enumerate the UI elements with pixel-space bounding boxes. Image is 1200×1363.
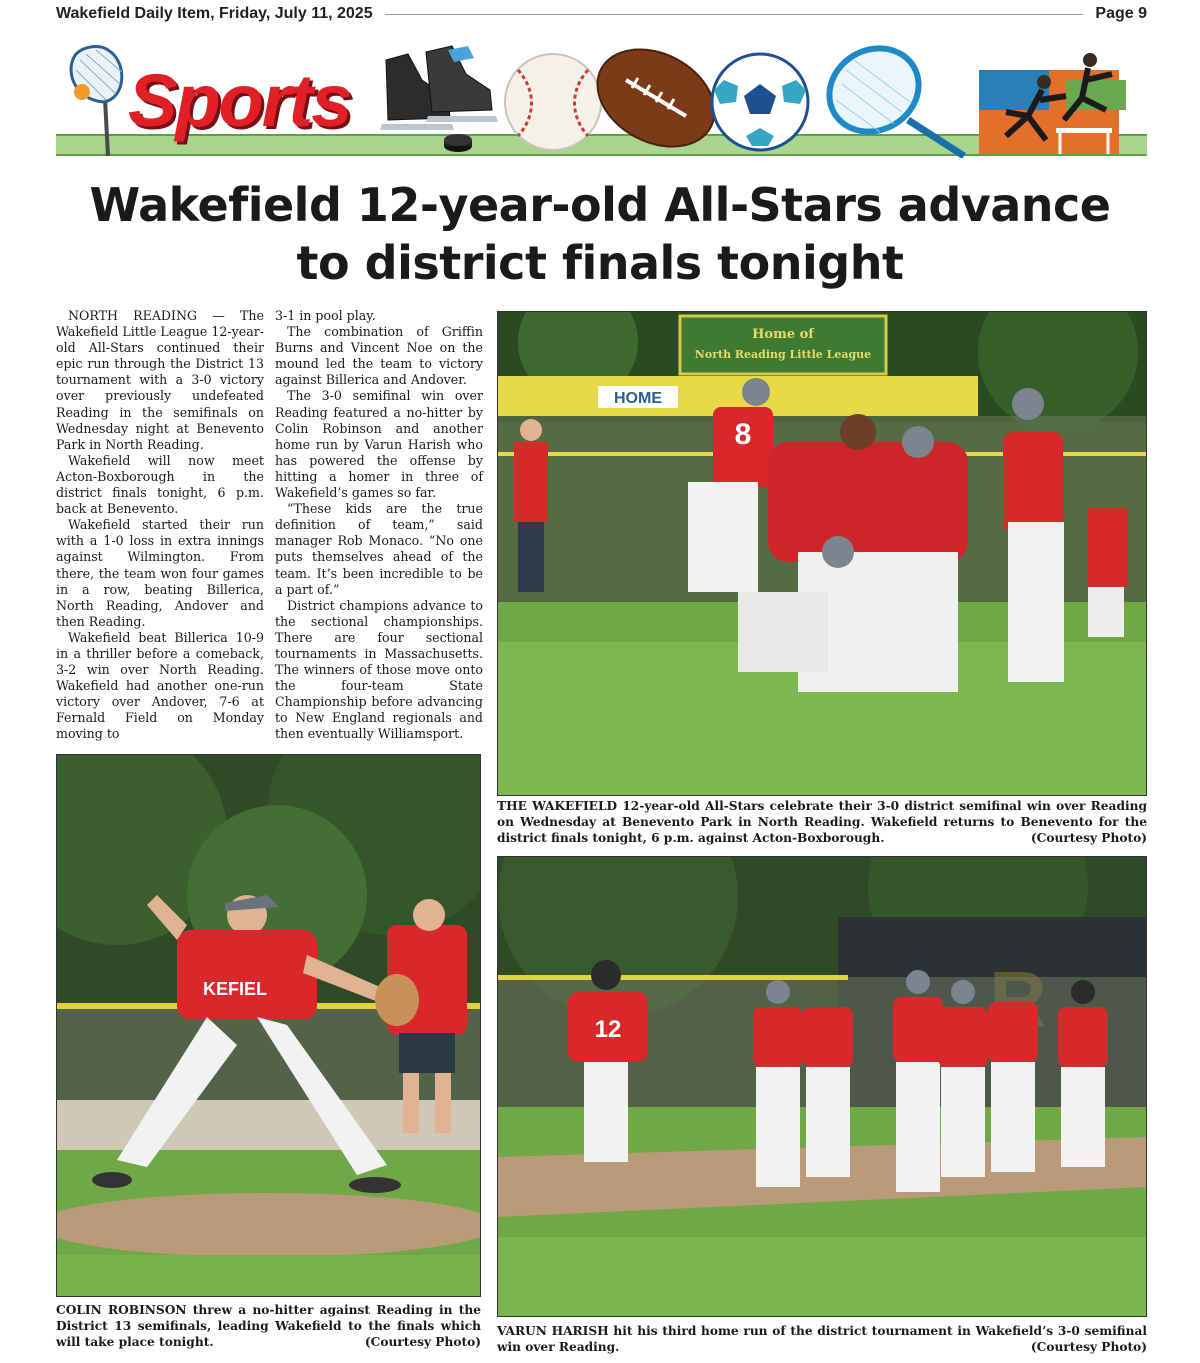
- photo-credit: (Courtesy Photo): [364, 1335, 481, 1349]
- caption-text: THE WAKEFIELD 12-year-old All-Stars celebrate their 3-0 district semifinal win over Reading on Wednesday at Benevento Park in North Reading. Wakefield returns to Benevento for the district finals tonight, 6 p.m. against Acton-Boxborough.: [497, 799, 1147, 845]
- lacrosse-stick-icon: [71, 47, 122, 156]
- folio-rule: [385, 14, 1084, 15]
- paragraph-continuation: 3-1 in pool play.: [275, 308, 376, 323]
- paragraph: The combination of Griffin Burns and Vincent Noe on the mound led the team to victory against Billerica and Andover.: [275, 324, 483, 388]
- paragraph: “These kids are the true definition of team,” said manager Rob Monaco. “No one puts themselves ahead of the team. It’s been incredible to be a part of.”: [275, 501, 483, 597]
- home-run-caption: [497, 1323, 1147, 1355]
- ice-skates-icon: [380, 46, 498, 130]
- paper-date: Wakefield Daily Item, Friday, July 11, 2025: [56, 5, 373, 22]
- sign-text-1: Home of: [752, 327, 814, 342]
- hockey-puck-icon: [444, 134, 472, 152]
- headline-line-1: Wakefield 12-year-old All-Stars advance: [89, 178, 1111, 232]
- headline-line-2: to district finals tonight: [296, 236, 904, 290]
- home-run-photo: [497, 856, 1147, 1317]
- folio-line: [56, 4, 1147, 24]
- pitcher-jersey-text: KEFIEL: [202, 979, 268, 999]
- jersey-number: 8: [734, 418, 752, 451]
- paragraph: Wakefield beat Billerica 10-9 in a thriller before a comeback, 3-2 win over North Reading. Wakefield had another one-run victory over Andover, 7-6 at Fernald Field on Monday moving to: [56, 629, 264, 742]
- section-title: Sports: [128, 59, 351, 142]
- tennis-racket-icon: [814, 40, 964, 156]
- pitcher-caption: [56, 1302, 481, 1350]
- track-hurdlers-icon: [979, 53, 1126, 154]
- soccer-ball-icon: [712, 54, 808, 150]
- celebration-photo: [497, 311, 1147, 796]
- photo-credit: (Courtesy Photo): [1030, 1340, 1147, 1354]
- caption-text: COLIN ROBINSON threw a no-hitter against Reading in the District 13 semifinals, leading Wakefield to the finals which will take place tonight.: [56, 1303, 481, 1349]
- celebration-caption: [497, 798, 1147, 846]
- photo-credit: (Courtesy Photo): [1030, 831, 1147, 845]
- paragraph: Wakefield will now meet Acton-Boxborough in the district finals tonight, 6 p.m. back at Benevento.: [56, 452, 264, 517]
- headline: [40, 176, 1160, 292]
- sports-banner: [56, 40, 1147, 158]
- paragraph: Wakefield started their run with a 1-0 loss in extra innings against Wilmington. From there, the team won four games in a row, beating Billerica, North Reading, Andover and then Reading.: [56, 517, 264, 629]
- article-column-1: [56, 308, 264, 743]
- football-icon: [581, 40, 732, 158]
- dugout-sign: HOME: [614, 390, 662, 407]
- runner-jersey: 12: [594, 1016, 622, 1043]
- baseball-icon: [505, 54, 601, 150]
- page-number: Page 9: [1095, 5, 1147, 22]
- paragraph: District champions advance to the sectional championships. There are four sectional tournaments in Massachusetts. The winners of those move onto the four-team State Championship before advancing to New England regionals and then eventually Williamsport.: [275, 597, 483, 742]
- pitcher-photo: [56, 754, 481, 1297]
- sign-text-2: North Reading Little League: [694, 348, 872, 361]
- paragraph: The 3-0 semifinal win over Reading featured a no-hitter by Colin Robinson and another home run by Varun Harish who has powered the offense by hitting a homer in three of Wakefield’s games so far.: [275, 388, 483, 501]
- caption-text: VARUN HARISH hit his third home run of the district tournament in Wakefield’s 3-0 semifinal win over Reading.: [497, 1324, 1147, 1354]
- paragraph: NORTH READING — The Wakefield Little League 12-year-old All-Stars continued their epic run through the District 13 tournament with a 3-0 victory over previously undefeated Reading in the semifinals on Wednesday night at Benevento Park in North Reading.: [56, 308, 264, 452]
- article-column-2: [275, 308, 483, 743]
